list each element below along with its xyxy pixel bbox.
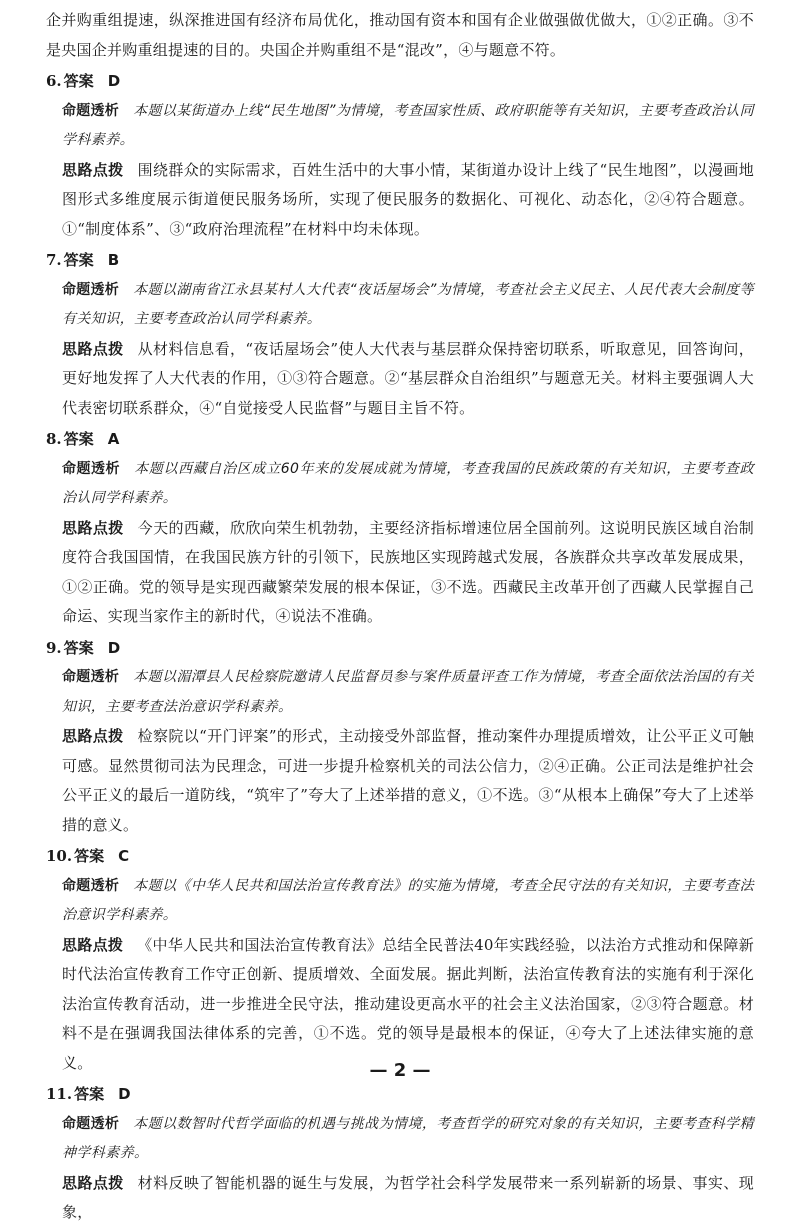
answer-line [46, 425, 754, 455]
solution-text: 从材料信息看，“夜话屋场会”使人大代表与基层群众保持密切联系，听取意见，回答询问，更好地发挥了人大代表的作用，①③符合题意。②“基层群众自治组织”与题意无关。材料主要强调人大代表密切联系群众，④“自觉接受人民监督”与题目主旨不符。 [62, 339, 754, 417]
answer-line [46, 1080, 754, 1110]
solution-label: 思路点拨 [62, 1173, 124, 1192]
answer-label: 答案 [63, 430, 94, 448]
question-number: 8. [46, 430, 62, 448]
answer-value: A [107, 430, 120, 448]
answer-line [46, 246, 754, 276]
analysis-text: 本题以湄潭县人民检察院邀请人民监督员参与案件质量评查工作为情境，考查全面依法治国的有关知识，主要考查法治意识学科素养。 [62, 669, 754, 715]
solution-label: 思路点拨 [62, 518, 124, 537]
analysis-label: 命题透析 [62, 460, 121, 477]
solution-paragraph [46, 931, 754, 1079]
analysis-label: 命题透析 [62, 877, 120, 894]
question-11 [46, 1080, 754, 1228]
answer-value: B [107, 251, 120, 269]
answer-label: 答案 [63, 72, 94, 90]
analysis-paragraph [46, 1110, 754, 1169]
analysis-text: 本题以《中华人民共和国法治宣传教育法》的实施为情境，考查全民守法的有关知识，主要考查法治意识学科素养。 [62, 877, 754, 923]
answer-label: 答案 [63, 638, 94, 657]
question-number: 6. [46, 72, 62, 90]
solution-label: 思路点拨 [62, 339, 124, 358]
question-number: 11. [46, 1085, 73, 1103]
question-6 [46, 67, 754, 244]
question-9 [46, 634, 754, 841]
solution-paragraph [46, 722, 754, 840]
intro-paragraph: 企并购重组提速，纵深推进国有经济布局优化，推动国有资本和国有企业做强做优做大，①②正确。③不是央国企并购重组提速的目的。央国企并购重组不是“混改”，④与题意不符。 [46, 11, 754, 59]
analysis-text: 本题以西藏自治区成立60年来的发展成就为情境，考查我国的民族政策的有关知识，主要考查政治认同学科素养。 [62, 460, 755, 506]
solution-text: 《中华人民共和国法治宣传教育法》总结全民普法40年实践经验，以法治方式推动和保障新时代法治宣传教育工作守正创新、提质增效、全面发展。据此判断，法治宣传教育法的实施有利于深化法治宣传教育活动，进一步推进全民守法，推动建设更高水平的社会主义法治国家，②③符合题意。材料不是在强调我国法律体系的完善，①不选。党的领导是最根本的保证，④夸大了上述法律实施的意义。 [62, 935, 754, 1072]
answer-line [46, 842, 754, 872]
analysis-label: 命题透析 [62, 669, 120, 685]
answer-value: D [118, 1085, 131, 1103]
analysis-paragraph [46, 97, 754, 156]
analysis-label: 命题透析 [62, 281, 120, 298]
solution-label: 思路点拨 [62, 727, 124, 745]
analysis-text: 本题以湖南省江永县某村人大代表“夜话屋场会”为情境，考查社会主义民主、人民代表大会制度等有关知识，主要考查政治认同学科素养。 [62, 281, 754, 327]
question-7 [46, 246, 754, 423]
question-number: 7. [46, 251, 62, 269]
page-number: — 2 — [369, 1060, 431, 1081]
analysis-text: 本题以数智时代哲学面临的机遇与挑战为情境，考查哲学的研究对象的有关知识，主要考查科学精神学科素养。 [62, 1115, 754, 1161]
solution-paragraph [46, 335, 754, 424]
analysis-paragraph [46, 455, 754, 514]
analysis-paragraph [46, 276, 754, 335]
answer-line [46, 634, 754, 664]
analysis-label: 命题透析 [62, 1115, 120, 1132]
answer-label: 答案 [63, 251, 94, 269]
solution-paragraph [46, 1169, 754, 1228]
solution-text: 今天的西藏，欣欣向荣生机勃勃，主要经济指标增速位居全国前列。这说明民族区域自治制度符合我国国情，在我国民族方针的引领下，民族地区实现跨越式发展，各族群众共享改革发展成果，①②正确。党的领导是实现西藏繁荣发展的根本保证，③不选。西藏民主改革开创了西藏人民掌握自己命运、实现当家作主的新时代，④说法不准确。 [62, 518, 754, 625]
answer-value: D [107, 72, 121, 90]
solution-paragraph [46, 514, 754, 632]
solution-paragraph [46, 156, 754, 245]
solution-text: 检察院以“开门评案”的形式，主动接受外部监督，推动案件办理提质增效，让公平正义可触可感。显然贯彻司法为民理念，可进一步提升检察机关的司法公信力，②④正确。公正司法是维护社会公平正义的最后一道防线，“筑牢了”夸大了上述举措的意义，①不选。③“从根本上确保”夸大了上述举措的意义。 [62, 727, 754, 834]
question-number: 10. [46, 847, 73, 865]
question-10 [46, 842, 754, 1078]
analysis-text: 本题以某街道办上线“民生地图”为情境，考查国家性质、政府职能等有关知识，主要考查政治认同学科素养。 [62, 102, 754, 148]
answer-label: 答案 [74, 1085, 105, 1103]
solution-label: 思路点拨 [62, 935, 124, 954]
question-8 [46, 425, 754, 632]
solution-text: 围绕群众的实际需求，百姓生活中的大事小情，某街道办设计上线了“民生地图”，以漫画地图形式多维度展示街道便民服务场所，实现了便民服务的数据化、可视化、动态化，②④符合题意。①“制度体系”、③“政府治理流程”在材料中均未体现。 [62, 160, 754, 238]
answer-label: 答案 [74, 847, 105, 865]
analysis-paragraph [46, 872, 754, 931]
answer-value: C [118, 847, 130, 865]
analysis-paragraph [46, 663, 754, 722]
answer-line [46, 67, 754, 97]
solution-text: 材料反映了智能机器的诞生与发展，为哲学社会科学发展带来一系列崭新的场景、事实、现象， [62, 1173, 754, 1221]
solution-label: 思路点拨 [62, 160, 124, 179]
answer-value: D [107, 638, 121, 657]
analysis-label: 命题透析 [62, 102, 120, 119]
question-number: 9. [46, 638, 62, 657]
